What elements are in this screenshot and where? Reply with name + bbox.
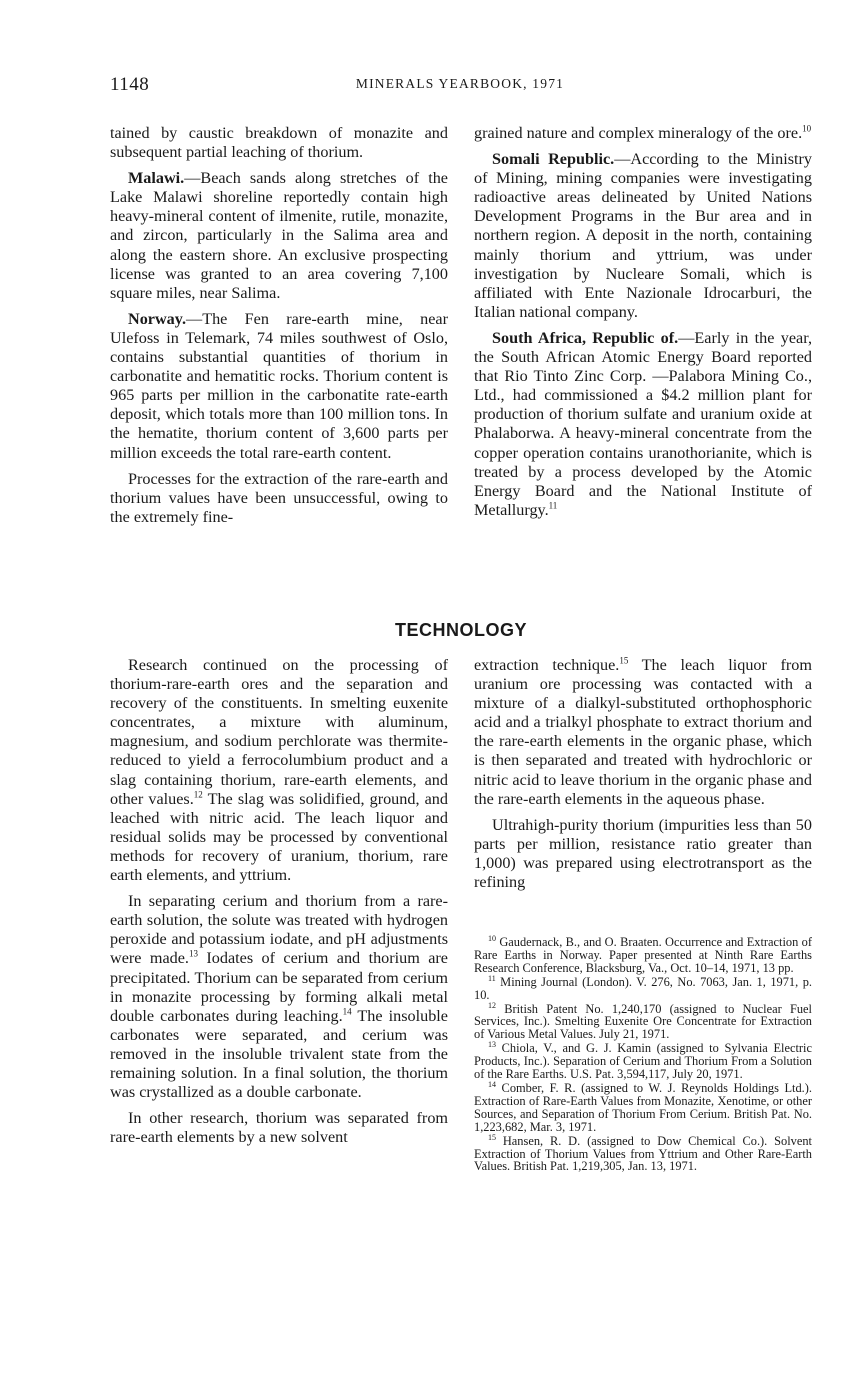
- footnote: $^{10}$ Gaudernack, B., and O. Braaten. Occurrence and Extraction of Rare Earths in Norway. Paper presented at Ninth Rare Earths Research Conference, Blacksburg, Va., Oct. 10–14, 1971, 13 pp.: [474, 933, 812, 975]
- paragraph-other-research: In other research, thorium was separated from rare-earth elements by a new solvent: [110, 1109, 448, 1147]
- paragraph-malawi: Malawi.—Beach sands along stretches of the Lake Malawi shoreline reportedly contain high heavy-mineral content of ilmenite, rutile, monazite, and zircon, particularly in the Salima area and along the eastern shore. An exclusive prospecting license was granted to an area covering 7,100 square miles, near Salima.: [110, 169, 448, 302]
- footnote-ref: 11: [548, 500, 558, 511]
- country-heading-norway: Norway.: [128, 309, 186, 328]
- footnote-ref: 12: [193, 789, 203, 800]
- footnote: $^{14}$ Comber, F. R. (assigned to W. J. Reynolds Holdings Ltd.). Extraction of Rare-Earth Values from Monazite, Xenotime, or other Sources, and Separation of Thorium From Cerium. British Pat. No. 1,223,682, Mar. 3, 1971.: [474, 1079, 812, 1134]
- paragraph-continuation: extraction technique.$^{15}$ The leach liquor from uranium ore processing was contacted with a mixture of a dialkyl-substituted orthophosphoric acid and a trialkyl phosphate to extract thorium and the rare-earth elements in the organic phase, which is then separated and treated with hydrochloric or nitric acid to leave thorium in the organic phase and the rare-earth elements in the aqueous phase.: [474, 655, 812, 808]
- bottom-right-column: [474, 656, 812, 899]
- section-heading: TECHNOLOGY: [394, 620, 527, 640]
- page-header: [110, 74, 810, 100]
- footnote: $^{15}$ Hansen, R. D. (assigned to Dow Chemical Co.). Solvent Extraction of Thorium Values from Yttrium and Other Rare-Earth Values. British Pat. 1,219,305, Jan. 13, 1971.: [474, 1132, 812, 1174]
- footnote: $^{13}$ Chiola, V., and G. J. Kamin (assigned to Sylvania Electric Products, Inc.). Separation of Cerium and Thorium From a Solution of the Rare Earths. U.S. Pat. 3,594,117, July 20, 1971.: [474, 1040, 812, 1082]
- footnote-ref: 14: [342, 1006, 352, 1017]
- country-heading-somali: Somali Republic.: [492, 150, 615, 169]
- paragraph-somali: Somali Republic.—According to the Ministry of Mining, mining companies were investigating radioactive areas delineated by United Nations Development Programs in the Bur area and in northern region. A deposit in the north, containing mainly thorium and yttrium, was under investigation by Nucleare Somali, which is affiliated with Ente Nazionale Idrocarburi, the Italian national company.: [474, 150, 813, 321]
- running-title: MINERALS YEARBOOK, 1971: [355, 76, 565, 91]
- footnotes: [474, 933, 812, 1174]
- top-left-column: [110, 124, 448, 534]
- paragraph-continuation: grained nature and complex mineralogy of the ore.$^{10}$: [474, 123, 812, 142]
- paragraph-ultrahigh-purity: Ultrahigh-purity thorium (impurities less than 50 parts per million, resistance ratio greater than 1,000) was prepared using electrotransport as the refining: [474, 815, 812, 892]
- country-heading-south-africa: South Africa, Republic of.: [492, 328, 679, 347]
- country-heading-malawi: Malawi.: [128, 169, 185, 188]
- page-number: 1148: [110, 74, 150, 95]
- paragraph-norway: Norway.—The Fen rare-earth mine, near Ulefoss in Telemark, 74 miles southwest of Oslo, contains substantial quantities of thorium in carbonatite and hematitic rocks. Thorium content is 965 parts per million in the carbonatite rate-earth deposit, which totals more than 100 million tons. In the hematite, thorium content of 3,600 parts per million exceeds the total rare-earth content.: [110, 309, 448, 462]
- paragraph-continuation: tained by caustic breakdown of monazite and subsequent partial leaching of thorium.: [110, 124, 448, 162]
- paragraph-research: Research continued on the processing of thorium-rare-earth ores and the separation and recovery of the constituents. In smelting euxenite concentrates, a mixture with aluminum, magnesium, and sodium perchlorate was thermite-reduced to yield a ferrocolumbium product and a slag containing thorium, rare-earth elements, and other values.$^{12}$ The slag was solidified, ground, and leached with nitric acid. The leach liquor and residual solids may be processed by conventional methods for recovery of uranium, thorium, rare earth elements, and yttrium.: [110, 656, 448, 885]
- paragraph-processes: Processes for the extraction of the rare-earth and thorium values have been unsuccessful, owing to the extremely fine-: [110, 469, 448, 526]
- paragraph-south-africa: South Africa, Republic of.—Early in the year, the South African Atomic Energy Board reported that Rio Tinto Zinc Corp. —Palabora Mining Co., Ltd., had commissioned a $4.2 million plant for production of thorium sulfate and uranium oxide at Phalaborwa. A heavy-mineral concentrate from the copper operation contains uranothorianite, which is treated by a process developed by the Atomic Energy Board and the National Institute of Metallurgy.$^{11}$: [474, 328, 812, 519]
- footnote: $^{11}$ Mining Journal (London). V. 276, No. 7063, Jan. 1, 1971, p. 10.: [474, 973, 812, 1002]
- footnote-ref: 10: [802, 123, 812, 134]
- paragraph-cerium: In separating cerium and thorium from a rare-earth solution, the solute was treated with hydrogen peroxide and potassium iodate, and pH adjustments were made.$^{13}$ Iodates of cerium and thorium are precipitated. Thorium can be separated from cerium in monazite processing by forming alkali metal double carbonates during leaching.$^{14}$ The insoluble carbonates were separated, and cerium was removed in the insoluble trivalent state from the remaining solution. In a final solution, the thorium was crystallized as a double carbonate.: [110, 892, 448, 1102]
- footnote: $^{12}$ British Patent No. 1,240,170 (assigned to Nuclear Fuel Services, Inc.). Smelting Euxenite Ore Concentrate for Extraction of Various Metal Values. July 21, 1971.: [474, 1000, 812, 1042]
- footnote-ref: 15: [619, 655, 629, 666]
- footnote-ref: 13: [188, 949, 198, 960]
- bottom-left-column: [110, 656, 448, 1154]
- top-right-column: [474, 124, 812, 527]
